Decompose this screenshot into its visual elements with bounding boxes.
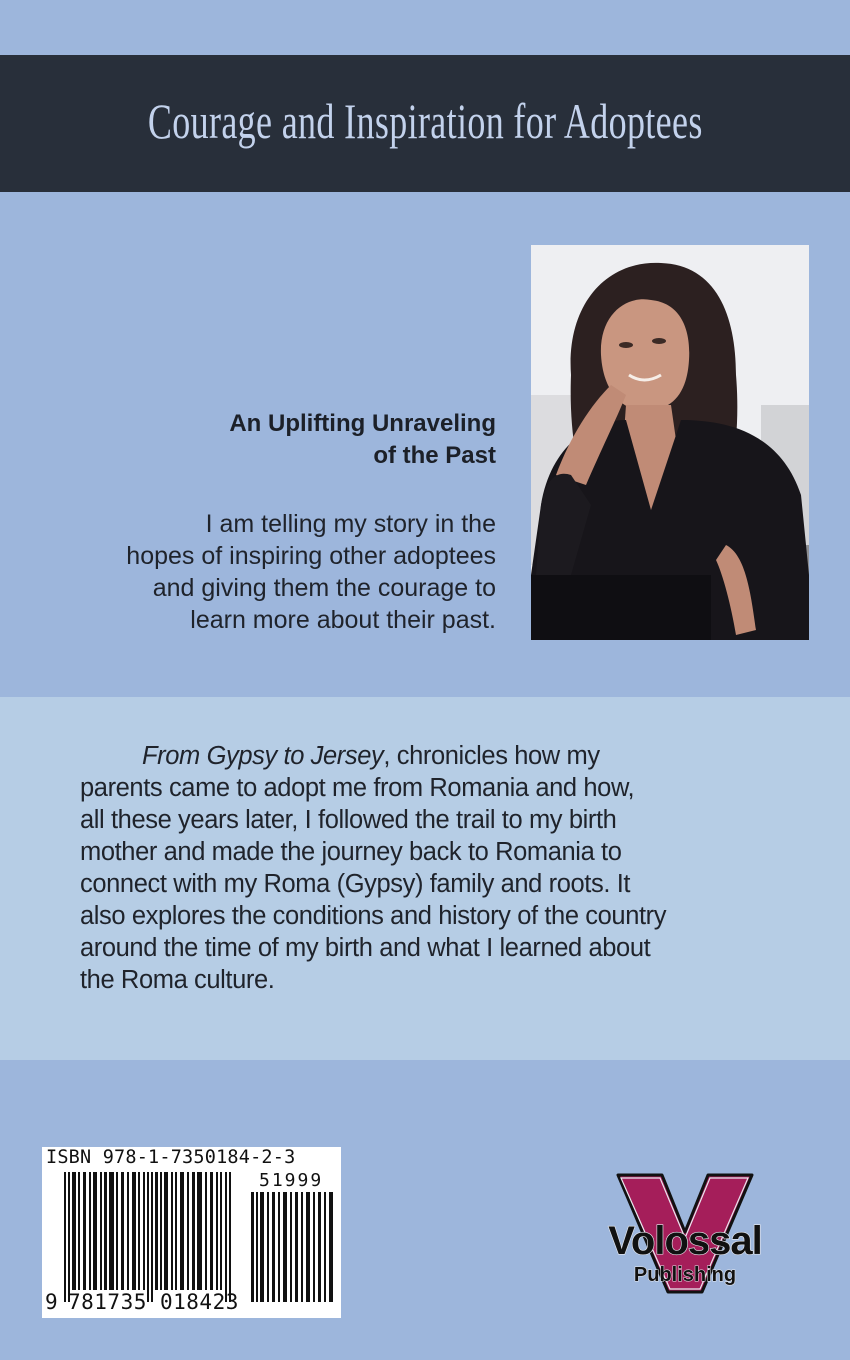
- isbn-label: ISBN 978-1-7350184-2-3: [46, 1147, 296, 1168]
- publisher-logo: [580, 1170, 790, 1295]
- ean-digits: 781735 018423: [68, 1290, 239, 1314]
- isbn-barcode: [42, 1147, 341, 1318]
- tagline-block: [96, 408, 496, 636]
- svg-text:Volossal: Volossal: [608, 1219, 762, 1263]
- synopsis-text: From Gypsy to Jersey, chronicles how my parents came to adopt me from Romania and how, all these years later, I followed the trail to my birth mother and made the journey back to Romania to connect with my Roma (Gypsy) family and roots. It also explores the conditions and history of the country around the time of my birth and what I learned about the Roma culture.: [80, 740, 780, 996]
- title-banner: [0, 55, 850, 192]
- author-photo: [531, 245, 809, 640]
- ean-first-digit: 9: [45, 1290, 58, 1314]
- price-code: 51999: [259, 1170, 324, 1191]
- portrait-image: [531, 245, 809, 640]
- tagline-body: I am telling my story in the hopes of inspiring other adoptees and giving them the courage to learn more about their past.: [126, 510, 496, 634]
- tagline-heading: An Uplifting Unraveling of the Past: [229, 410, 496, 469]
- banner-title: Courage and Inspiration for Adoptees: [147, 92, 703, 149]
- book-title: From Gypsy to Jersey: [142, 742, 384, 770]
- svg-text:Publishing: Publishing: [633, 1264, 737, 1286]
- volossal-v-icon: [580, 1170, 790, 1295]
- synopsis-first-line: From Gypsy to Jersey, chronicles how my: [142, 742, 600, 770]
